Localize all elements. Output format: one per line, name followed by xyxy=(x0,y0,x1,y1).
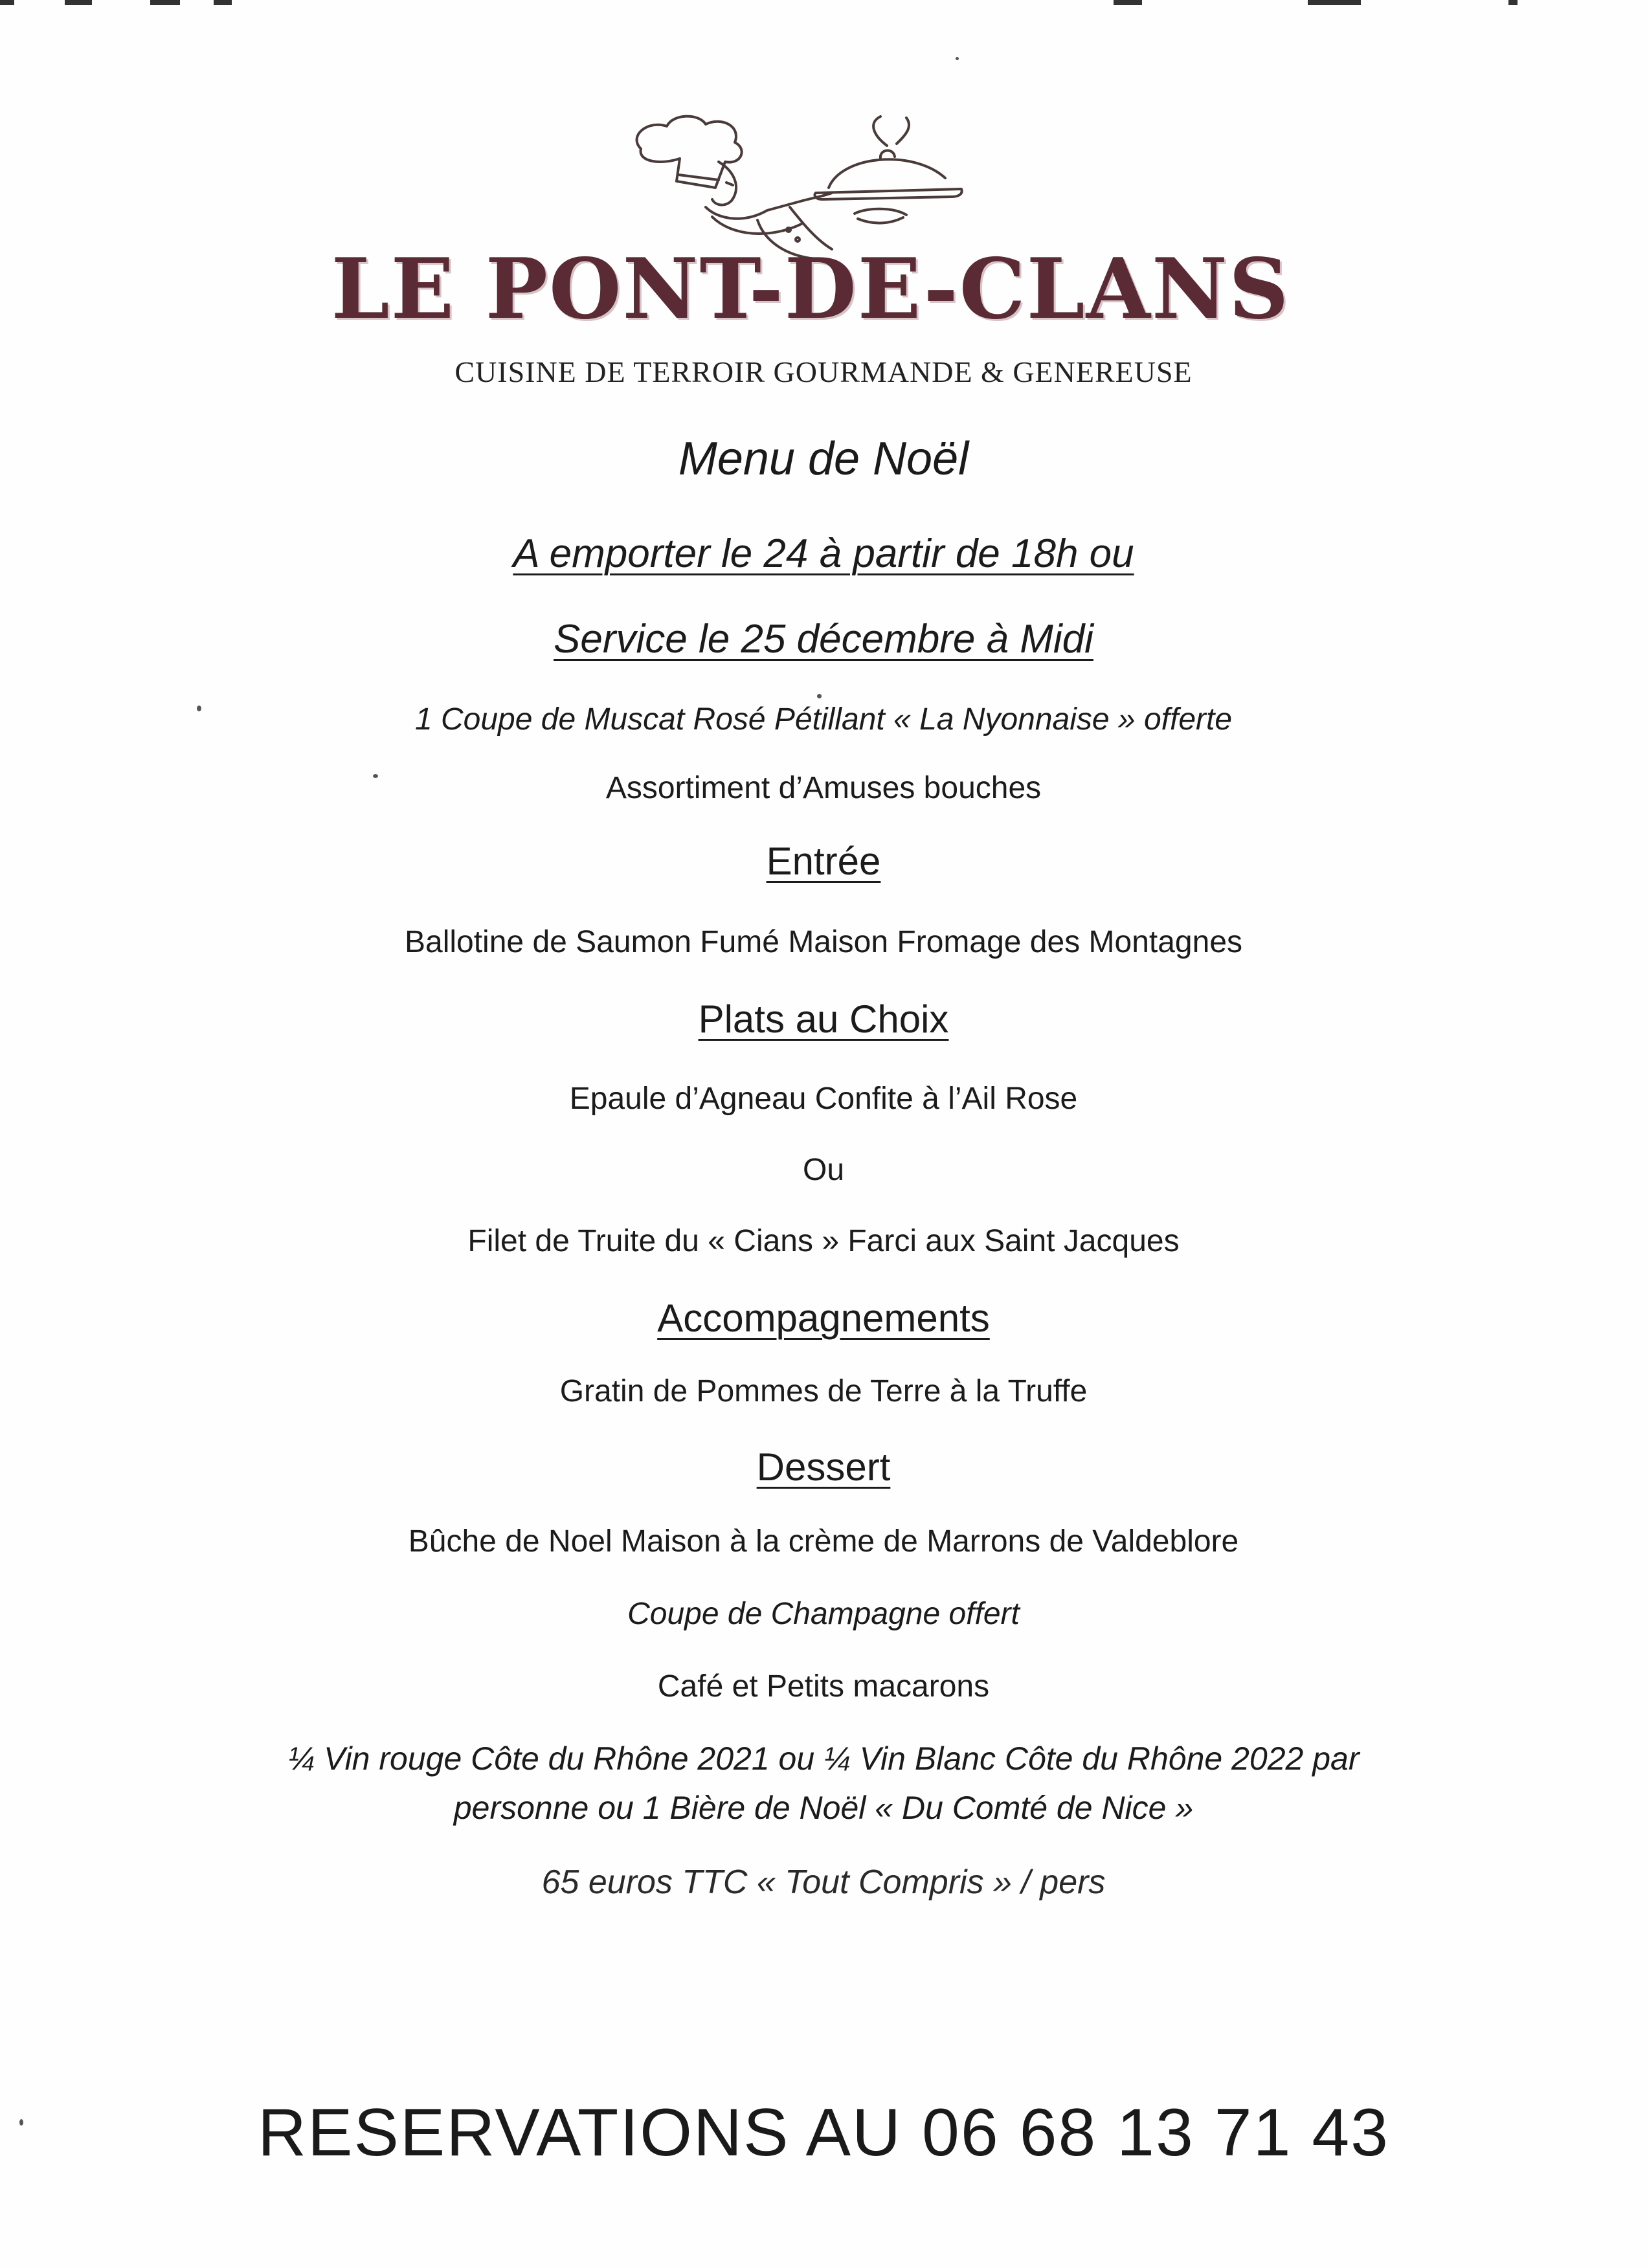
restaurant-name: LE PONT-DE-CLANS xyxy=(331,241,1290,338)
scan-speck xyxy=(197,706,201,711)
plat-option-1: Epaule d’Agneau Confite à l’Ail Rose xyxy=(569,1082,1078,1116)
menu-title: Menu de Noël xyxy=(678,433,969,485)
scan-speck xyxy=(817,694,822,698)
entree-heading: Entrée xyxy=(766,839,881,883)
plats-heading: Plats au Choix xyxy=(698,997,949,1041)
dessert-dish: Bûche de Noel Maison à la crème de Marrons de Valdeblore xyxy=(408,1524,1239,1559)
scan-edge-mark xyxy=(65,0,92,5)
scan-speck xyxy=(373,774,378,778)
menu-price: 65 euros TTC « Tout Compris » / pers xyxy=(541,1863,1106,1901)
entree-dish: Ballotine de Saumon Fumé Maison Fromage des Montagnes xyxy=(404,925,1243,959)
scan-edge-mark xyxy=(1308,0,1361,5)
reservation-phone: RESERVATIONS AU 06 68 13 71 43 xyxy=(257,2095,1390,2170)
restaurant-tagline: CUISINE DE TERROIR GOURMANDE & GENEREUSE xyxy=(454,355,1193,388)
scan-edge-mark xyxy=(0,0,14,5)
plat-option-2: Filet de Truite du « Cians » Farci aux Saint Jacques xyxy=(467,1224,1180,1258)
scan-edge-mark xyxy=(214,0,232,5)
accompagnements-heading: Accompagnements xyxy=(657,1296,990,1340)
scan-speck xyxy=(956,57,959,60)
scan-edge-mark xyxy=(150,0,180,5)
plat-separator: Ou xyxy=(802,1153,845,1187)
scan-speck xyxy=(19,2119,23,2126)
scan-edge-mark xyxy=(1508,0,1518,5)
coffee-macarons: Café et Petits macarons xyxy=(657,1669,990,1704)
scan-edge-mark xyxy=(1114,0,1142,5)
service-info: Service le 25 décembre à Midi xyxy=(554,617,1093,662)
welcome-drink: 1 Coupe de Muscat Rosé Pétillant « La Nyonnaise » offerte xyxy=(414,702,1233,737)
takeaway-info: A emporter le 24 à partir de 18h ou xyxy=(513,531,1134,576)
champagne-offer: Coupe de Champagne offert xyxy=(627,1597,1020,1631)
wine-line-1: ¼ Vin rouge Côte du Rhône 2021 ou ¼ Vin Blanc Côte du Rhône 2022 par xyxy=(287,1740,1360,1777)
dessert-heading: Dessert xyxy=(756,1445,891,1489)
wine-line-2: personne ou 1 Bière de Noël « Du Comté de Nice » xyxy=(453,1790,1194,1826)
amuses-bouches: Assortiment d’Amuses bouches xyxy=(605,771,1042,805)
accompagnement-dish: Gratin de Pommes de Terre à la Truffe xyxy=(559,1374,1088,1408)
